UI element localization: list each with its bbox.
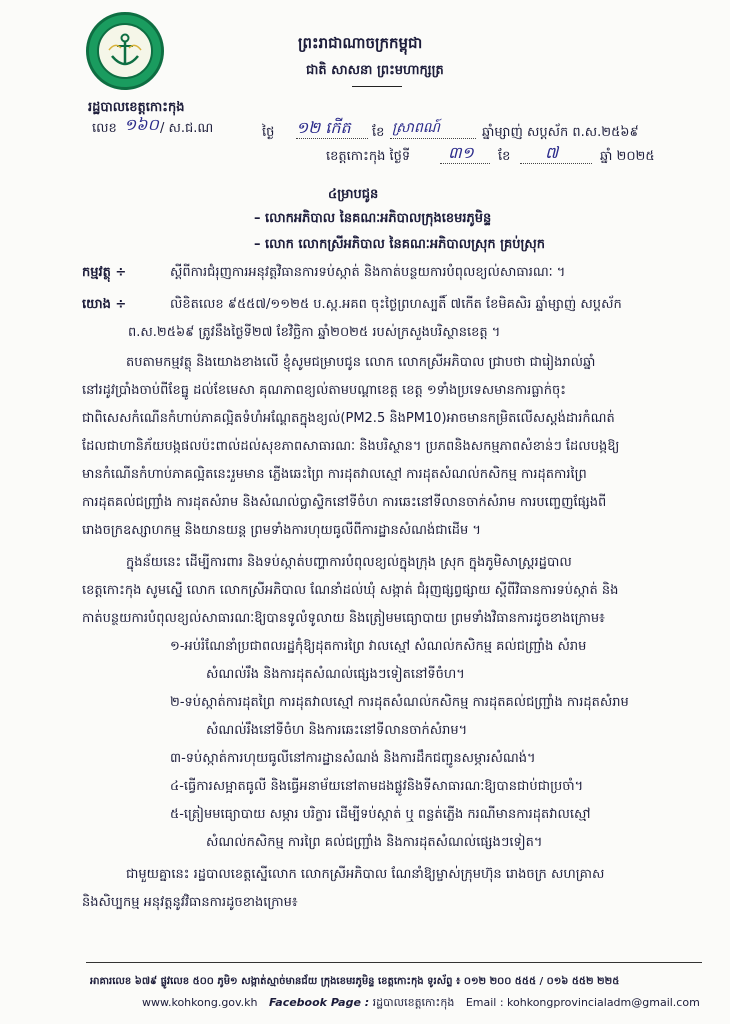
- measure-item-cont: សំណល់រឹង និងការដុតសំណល់ផ្សេងៗទៀតនៅទីចំហ។: [206, 667, 465, 682]
- body-line: តបតាមកម្មវត្ថុ និងយោងខាងលើ ខ្ញុំសូមជម្រាបជូន លោក លោកស្រីអភិបាល ជ្រាបថា ជារៀងរាល់ឆ្នាំ: [126, 355, 596, 370]
- body-line: នៅរដូវប្រាំងចាប់ពីខែធ្នូ ដល់ខែមេសា គុណភាពខ្យល់តាមបណ្តាខេត្ត ខេត្ត ១ទាំងប្រទេសមានការធ្លាក់ចុះ: [82, 383, 566, 398]
- ref-number: ១៦០: [124, 115, 159, 134]
- closing-line: ជាមួយគ្នានេះ រដ្ឋបាលខេត្តស្នើលោក លោកស្រីអភិបាល ណែនាំឱ្យម្ចាស់ក្រុមហ៊ុន រោងចក្រ សហគ្រាស: [126, 867, 605, 882]
- solar-year: ឆ្នាំ ២០២៥: [600, 149, 655, 164]
- footer-divider: [86, 962, 702, 963]
- body-line: រោងចក្រឧស្សាហកម្ម និងយានយន្ត ព្រមទាំងការហុយធូលីពីការដ្ឋានសំណង់ជាដើម ។: [82, 523, 481, 538]
- body-line: ការដុតគល់ជញ្ជ្រាំង ការដុតសំរាម និងសំណល់ប្លាស្ទិកនៅទីចំហ ការឆេះនៅទីលានចាក់សំរាម ការបញ្ចេញផ្សែងពី: [82, 495, 607, 510]
- footer-website[interactable]: www.kohkong.gov.kh: [142, 996, 258, 1009]
- closing-line: និងសិប្បកម្ម អនុវត្តនូវវិធានការដូចខាងក្រោម៖: [82, 895, 298, 910]
- subject-text: ស្តីពីការជំរុញការអនុវត្តវិធានការទប់ស្កាត់ និងកាត់បន្ថយការបំពុលខ្យល់សាធារណៈ ។: [170, 265, 566, 280]
- provincial-seal-anchor-icon: [86, 12, 164, 90]
- footer-facebook-label: Facebook Page :: [269, 996, 370, 1009]
- dotted-line: [296, 138, 368, 139]
- national-motto: ជាតិ សាសនា ព្រះមហាក្សត្រ: [306, 63, 444, 78]
- recipient-2: – លោក លោកស្រីអភិបាល នៃគណៈអភិបាលស្រុក គ្រប់ស្រុក: [254, 237, 545, 252]
- agency-name: រដ្ឋបាលខេត្តកោះកុង: [88, 100, 185, 115]
- ref-label: លេខ: [92, 121, 117, 136]
- measure-item: ២-ទប់ស្កាត់ការដុតព្រៃ ការដុតវាលស្មៅ ការដុតសំណល់កសិកម្ម ការដុតគល់ជញ្ជ្រាំង ការដុតសំរាម: [170, 695, 629, 710]
- solar-day: ៣១: [448, 143, 474, 162]
- footer-contacts: [142, 996, 700, 1012]
- measure-item: ៥-ត្រៀមមធ្យោបាយ សម្ភារ បរិក្ខារ ដើម្បីទប់ស្កាត់ ឬ ពន្លត់ភ្លើង ករណីមានការដុតវាលស្មៅ: [170, 807, 591, 822]
- dotted-line: [390, 138, 476, 139]
- lunar-year: ឆ្នាំម្សាញ់ សប្តស័ក ព.ស.២៥៦៩: [482, 125, 639, 140]
- solar-month: ៧: [545, 143, 559, 162]
- dotted-line: [440, 163, 490, 164]
- body-line: ខេត្តកោះកុង សូមស្នើ លោក លោកស្រីអភិបាល ណែនាំដល់ឃុំ សង្កាត់ ជំរុញផ្សព្វផ្សាយ ស្តីពីវិធានការទប់ស្កាត់ និង: [82, 583, 619, 598]
- body-line: ក្នុងន័យនេះ ដើម្បីការពារ និងទប់ស្កាត់បញ្ហាការបំពុលខ្យល់ក្នុងក្រុង ស្រុក ក្នុងភូមិសាស្ត្ររដ្ឋបាល: [126, 555, 572, 570]
- footer-email[interactable]: kohkongprovincialadm@gmail.com: [507, 996, 700, 1009]
- lunar-month: ស្រាពណ៍: [392, 120, 440, 136]
- lunar-date-prefix: ថ្ងៃ: [262, 125, 275, 140]
- body-line: ជាពិសេសកំណើនកំហាប់ភាគល្អិតទំហំអណ្តែតក្នុងខ្យល់(PM2.5 និងPM10)អាចមានកម្រិតលើសស្តង់ដារកំណត់: [82, 411, 615, 426]
- letter-heading: ៤ម្រាបជូន: [328, 187, 379, 202]
- kingdom-title: ព្រះរាជាណាចក្រកម្ពុជា: [298, 34, 423, 52]
- anchor-icon: [107, 32, 143, 70]
- lunar-day: ១២ កើត: [296, 118, 351, 137]
- measure-item-cont: សំណល់រឹងនៅទីចំហ និងការឆេះនៅទីលានចាក់សំរាម។: [206, 723, 468, 738]
- reference-line-2: ព.ស.២៥៦៩ ត្រូវនឹងថ្ងៃទី២៧ ខែវិច្ឆិកា ឆ្នាំ២០២៥ របស់ក្រសួងបរិស្ថានខេត្ត ។: [128, 325, 501, 340]
- solar-month-label: ខែ: [498, 149, 511, 164]
- body-line: ដែលជាហានិភ័យបង្កផលប៉ះពាល់ដល់សុខភាពសាធារណៈ និងបរិស្ថាន។ ប្រភពនិងសកម្មភាពសំខាន់ៗ ដែលបង្កឱ្យ: [82, 439, 620, 454]
- reference-label: យោង ÷: [82, 297, 127, 312]
- body-line: មានកំណើនកំហាប់ភាគល្អិតនេះរួមមាន ភ្លើងឆេះព្រៃ ការដុតវាលស្មៅ ការដុតសំណល់កសិកម្ម ការដុតការព្រៃ: [82, 467, 587, 482]
- measure-item: ១-អប់រំណែនាំប្រជាពលរដ្ឋកុំឱ្យដុតការព្រៃ វាលស្មៅ សំណល់កសិកម្ម គល់ជញ្ជ្រាំង សំរាម: [170, 639, 587, 654]
- solar-date-prefix: ខេត្តកោះកុង ថ្ងៃទី: [326, 149, 411, 164]
- measure-item: ៣-ទប់ស្កាត់ការហុយធូលីនៅការដ្ឋានសំណង់ និងការដឹកជញ្ជូនសម្ភារសំណង់។: [170, 751, 536, 766]
- reference-line-1: លិខិតលេខ ៩៥៥៧/១១២៥ ប.ស្ក.អគព ចុះថ្ងៃព្រហស្បតិ៍ ៧កើត ខែមិគសិរ ឆ្នាំម្សាញ់ សប្តស័ក: [170, 297, 622, 312]
- subject-label: កម្មវត្ថុ ÷: [82, 265, 127, 280]
- motto-ornament: [352, 86, 402, 87]
- footer-email-label: Email :: [465, 996, 504, 1009]
- ref-suffix: / ស.ជ.ណ: [160, 121, 214, 136]
- footer-facebook-name[interactable]: រដ្ឋបាលខេត្តកោះកុង: [372, 996, 455, 1009]
- measure-item-cont: សំណល់កសិកម្ម ការព្រៃ គល់ជញ្ជ្រាំង និងការដុតសំណល់ផ្សេងៗទៀត។: [206, 835, 543, 850]
- recipient-1: – លោកអភិបាល នៃគណៈអភិបាលក្រុងខេមរភូមិន្ទ: [254, 211, 492, 226]
- measure-item: ៤-ធ្វើការសម្អាតធូលី និងធ្វើអនាម័យនៅតាមដងផ្លូវនិងទីសាធារណៈឱ្យបានជាប់ជាប្រចាំ។: [170, 779, 584, 794]
- body-line: កាត់បន្ថយការបំពុលខ្យល់សាធារណៈឱ្យបានទូលំទូលាយ និងត្រៀមមធ្យោបាយ ព្រមទាំងវិធានការដូចខាងក្រោម៖: [82, 611, 605, 626]
- lunar-month-label: ខែ: [372, 125, 385, 140]
- footer-address: អាគារលេខ ៦៧៩ ផ្លូវលេខ ៥០០ ភូមិ១ សង្កាត់ស្មាច់មានជ័យ ក្រុងខេមរភូមិន្ទ ខេត្តកោះកុង ទូរស័ព្ទ ៖ ០១២ ២០០ ៥៥៥ / ០១៦ ៥៥២ ២២៥: [90, 976, 620, 987]
- dotted-line: [520, 163, 592, 164]
